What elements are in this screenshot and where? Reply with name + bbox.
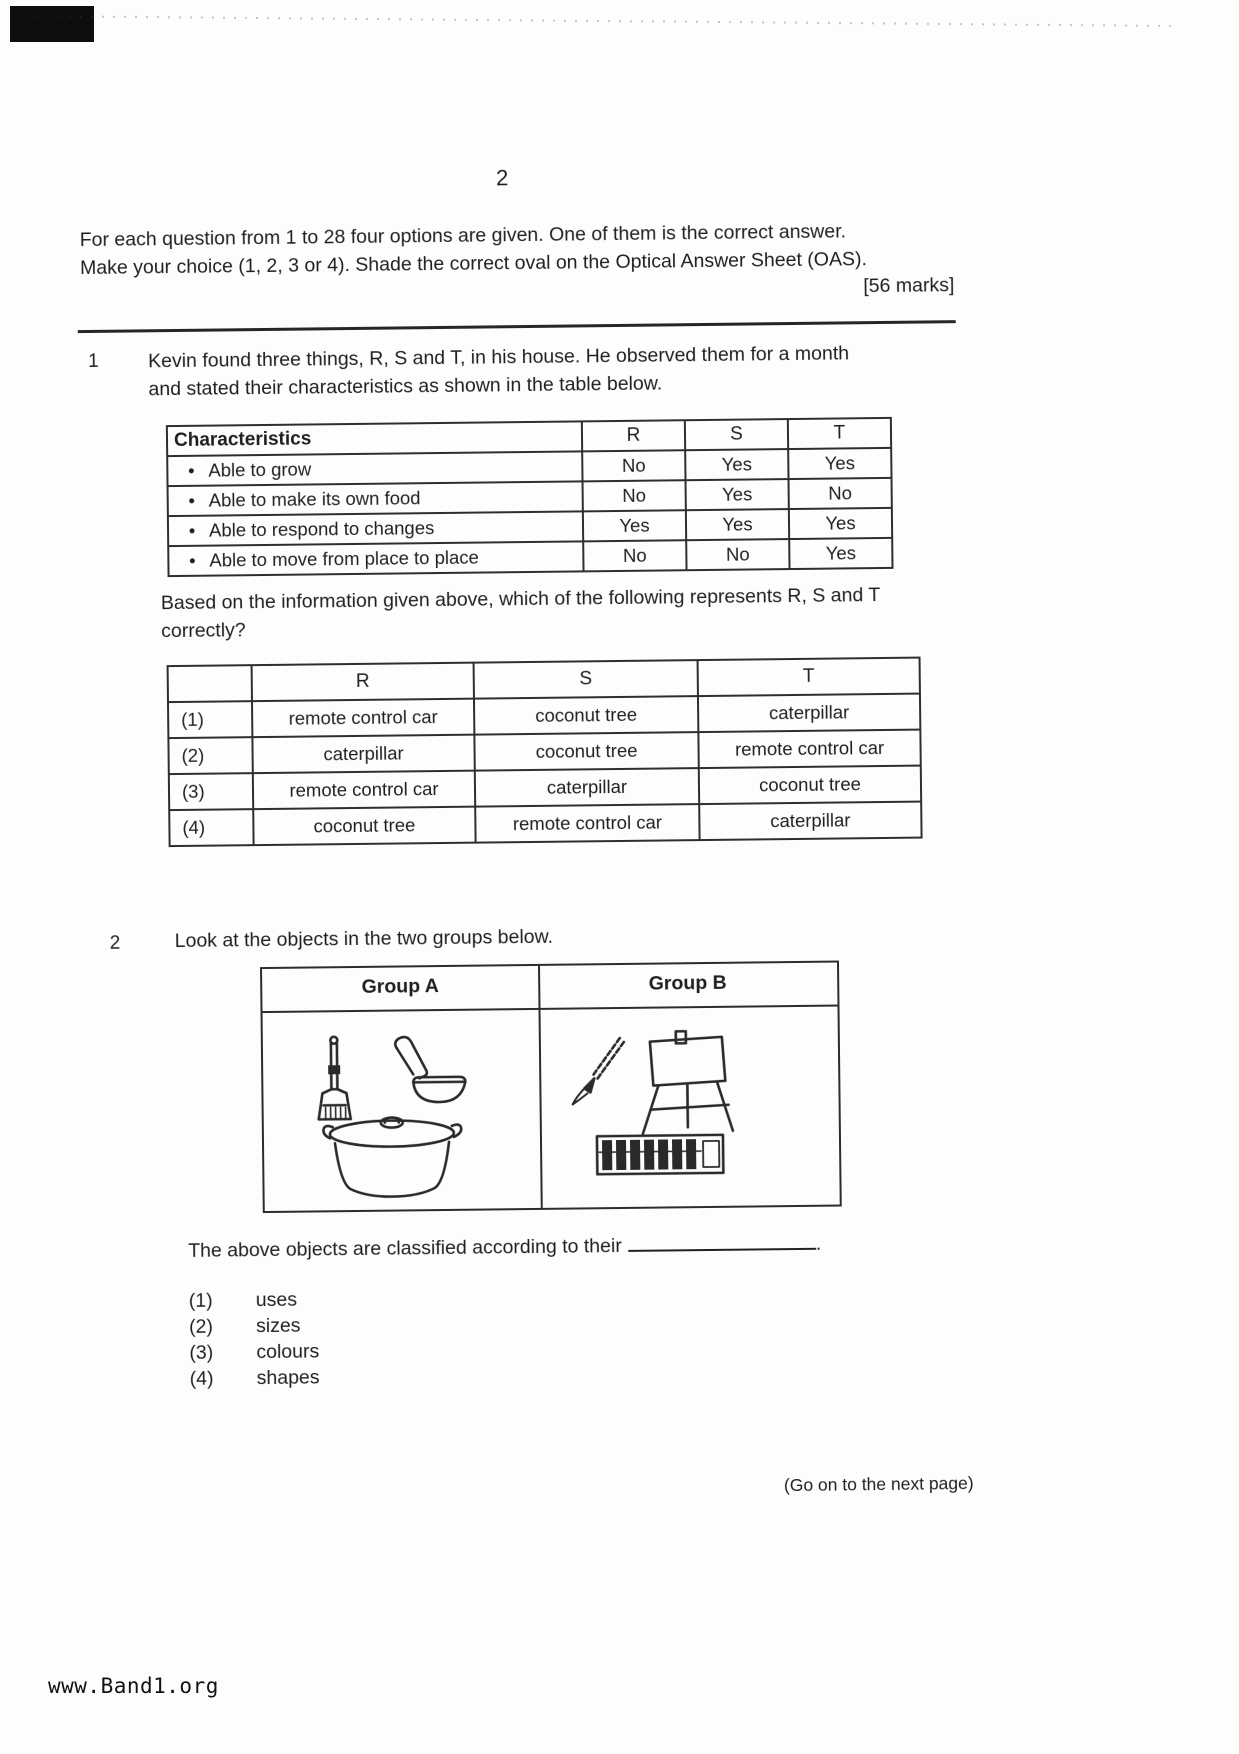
page-number: 2	[495, 165, 509, 191]
header-t: T	[788, 418, 891, 449]
paint-tubes-icon	[597, 1135, 723, 1174]
header-r: R	[252, 663, 474, 702]
website-watermark: www.Band1.org	[48, 1674, 219, 1698]
option-number: (2)	[188, 1315, 214, 1338]
option-label: sizes	[255, 1314, 301, 1338]
header-s: S	[474, 660, 698, 699]
cooking-pot-icon	[323, 1117, 462, 1198]
question-1-number: 1	[88, 350, 99, 372]
fill-in-blank-sentence	[188, 1229, 821, 1263]
question-1-text	[148, 338, 949, 403]
question-1-text-line2: and stated their characteristics as shown in the table below.	[148, 372, 663, 401]
cell-r: No	[583, 540, 686, 571]
cell-s: Yes	[686, 509, 789, 540]
option-number: (4)	[189, 1367, 214, 1390]
cell-s: caterpillar	[475, 768, 699, 807]
header-r: R	[582, 420, 685, 451]
option-row	[190, 1364, 320, 1391]
header-characteristics: Characteristics	[167, 421, 582, 456]
characteristic-label: Able to move from place to place	[209, 546, 479, 571]
question-2-text: Look at the objects in the two groups below.	[174, 925, 554, 953]
group-b-drawing	[554, 1029, 751, 1183]
cell-t: remote control car	[698, 730, 920, 769]
answer-options-table	[167, 657, 923, 848]
cell-s: Yes	[686, 479, 789, 510]
go-to-next-page-note: (Go on to the next page)	[783, 1473, 974, 1496]
option-number: (3)	[169, 773, 253, 810]
cell-r: remote control car	[253, 771, 475, 810]
cell-s: coconut tree	[474, 696, 698, 735]
question-2-options	[189, 1286, 320, 1391]
cell-t: caterpillar	[699, 802, 921, 841]
header-blank	[168, 665, 252, 702]
instructions-block	[80, 217, 961, 309]
option-row	[189, 1312, 319, 1339]
group-b-label: Group B	[648, 971, 727, 995]
group-divider-line	[538, 966, 543, 1208]
section-divider	[78, 320, 956, 333]
fill-text: The above objects are classified according to their	[188, 1234, 622, 1262]
answer-option-row	[169, 802, 921, 847]
question-2-number: 2	[109, 932, 121, 954]
option-number: (1)	[168, 701, 252, 738]
question-1-prompt-line1: Based on the information given above, which of the following represents R, S and T	[160, 584, 881, 615]
cell-t: Yes	[789, 538, 892, 569]
bullet-icon: •	[189, 549, 196, 571]
cell-r: No	[583, 480, 686, 511]
question-1-prompt-line2: correctly?	[161, 619, 246, 643]
cell-t: caterpillar	[698, 694, 920, 733]
answer-blank-line	[628, 1229, 816, 1252]
cell-r: No	[582, 450, 685, 481]
cell-t: Yes	[789, 508, 892, 539]
cell-r: caterpillar	[252, 735, 474, 774]
option-number: (2)	[168, 737, 252, 774]
group-header-line	[263, 1005, 838, 1014]
cell-s: No	[686, 539, 789, 570]
paintbrush-icon	[572, 1038, 625, 1105]
option-label: colours	[256, 1340, 320, 1364]
instructions-line1: For each question from 1 to 28 four options are given. One of them is the correct answer.	[79, 220, 847, 252]
question-1-text-line1: Kevin found three things, R, S and T, in his house. He observed them for a month	[147, 342, 850, 373]
cell-s: coconut tree	[474, 732, 698, 771]
cell-r: coconut tree	[253, 807, 475, 846]
cell-t: No	[789, 478, 892, 509]
ladle-icon	[395, 1036, 465, 1102]
bullet-icon: •	[188, 489, 196, 511]
cell-r: Yes	[583, 510, 686, 541]
instructions-line2: Make your choice (1, 2, 3 or 4). Shade the correct oval on the Optical Answer Sheet (OAS).	[79, 247, 868, 279]
cell-t: coconut tree	[699, 766, 921, 805]
characteristics-table	[166, 417, 894, 577]
characteristic-label: Able to respond to changes	[208, 517, 435, 541]
header-s: S	[685, 419, 788, 450]
header-t: T	[698, 658, 920, 697]
question-1-prompt	[161, 580, 1002, 646]
bullet-icon: •	[188, 519, 196, 541]
option-row	[189, 1286, 319, 1313]
fill-suffix: .	[815, 1232, 822, 1255]
option-number: (1)	[188, 1289, 213, 1312]
scrub-brush-icon	[318, 1037, 351, 1120]
easel-icon	[642, 1031, 733, 1134]
cell-s: Yes	[685, 449, 788, 480]
option-row	[189, 1338, 319, 1365]
option-number: (4)	[169, 809, 253, 846]
cell-r: remote control car	[252, 699, 474, 738]
group-a-label: Group A	[361, 975, 439, 998]
characteristic-label: Able to make its own food	[208, 487, 421, 511]
bullet-icon: •	[187, 459, 195, 481]
option-label: uses	[255, 1288, 298, 1312]
marks-label: [56 marks]	[863, 274, 955, 298]
option-number: (3)	[189, 1341, 214, 1364]
cell-t: Yes	[788, 448, 891, 479]
option-label: shapes	[256, 1366, 320, 1390]
cell-s: remote control car	[475, 804, 699, 843]
characteristic-label: Able to grow	[208, 458, 312, 481]
group-a-drawing	[301, 1030, 488, 1204]
